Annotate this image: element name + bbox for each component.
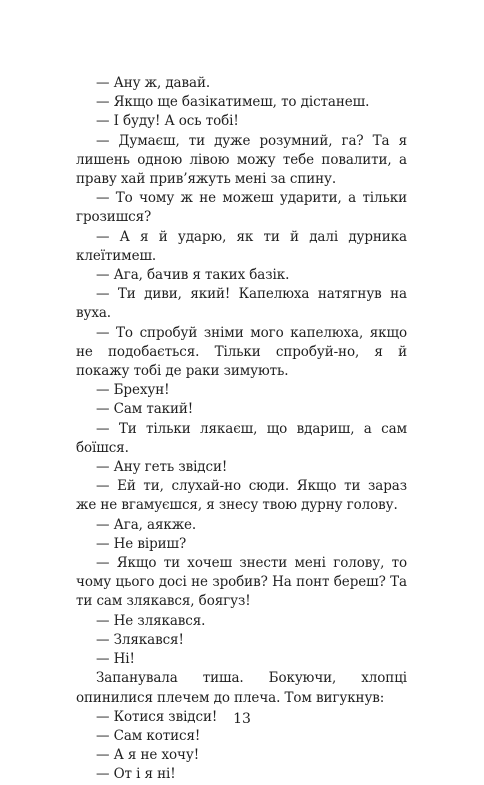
paragraph: — Якщо ще базікатимеш, то дістанеш. — [96, 94, 370, 111]
paragraph: — А я й ударю, як ти й далі дурника клеїтимеш. — [76, 228, 407, 264]
paragraph: — Злякався! — [96, 631, 184, 648]
paragraph: — Сам котися! — [96, 727, 201, 744]
page-number: 13 — [233, 711, 251, 727]
paragraph: — Ага, аякже. — [96, 516, 197, 533]
paragraph: — Якщо ти хочеш знести мені голову, то чому цього досі не зробив? На понт береш? Та ти сам злякався, боягуз! — [76, 555, 407, 610]
paragraph: — Ану геть звідси! — [96, 459, 228, 476]
paragraph: — І буду! А ось тобі! — [96, 113, 239, 130]
paragraph: — То чому ж не можеш ударити, а тільки грозишся? — [76, 190, 407, 226]
paragraph: — Ти диви, який! Капелюха натягнув на вуха. — [76, 286, 407, 322]
paragraph: Запанувала тиша. Бокуючи, хлопці опинилися плечем до плеча. Том вигукнув: — [76, 670, 407, 706]
paragraph: — Ага, бачив я таких базік. — [96, 267, 290, 284]
paragraph: — То спробуй зніми мого капелюха, якщо не подобається. Тільки спробуй-но, я й покажу тобі де раки зимують. — [76, 324, 407, 380]
paragraph: — Брехун! — [96, 382, 170, 399]
paragraph: — От і я ні! — [96, 766, 176, 783]
paragraph: — Ей ти, слухай-но сюди. Якщо ти зараз же не вгамуєшся, я знесу твою дурну голову. — [76, 478, 407, 514]
paragraph: — Не віриш? — [96, 535, 187, 552]
paragraph: — Сам такий! — [96, 401, 194, 418]
paragraph: — Ти тільки лякаєш, що вдариш, а сам боїшся. — [76, 420, 407, 456]
paragraph: — Котися звідси! — [96, 708, 218, 725]
body-text — [76, 74, 407, 785]
paragraph: — Ану ж, давай. — [96, 75, 211, 91]
paragraph: — Думаєш, ти дуже розумний, га? Та я лишень одною лівою можу тебе повалити, а праву хай прив’яжуть мені за спину. — [76, 132, 407, 188]
paragraph: — Ні! — [96, 651, 135, 668]
paragraph: — Не злякався. — [96, 612, 206, 629]
paragraph: — А я не хочу! — [96, 747, 200, 764]
